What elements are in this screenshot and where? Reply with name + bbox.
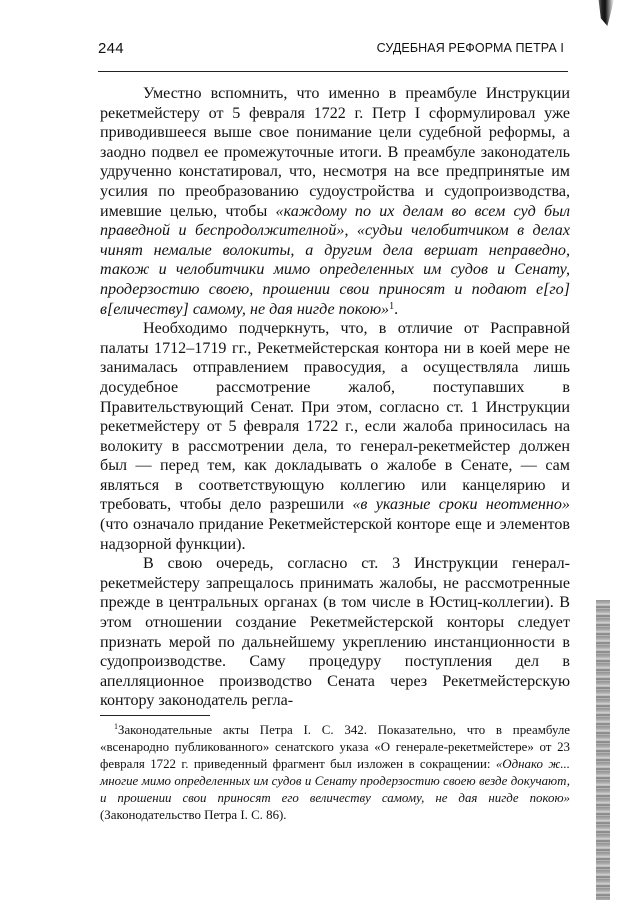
footnote-text: Законодательные акты Петра I. С. 342. Показательно, что в преамбуле «всенародно публикованного» сенатского указа «О генерале-рекетмейстере» от 23 февраля 1722 г. приведенный фрагмент был изложен в сокращении: [100, 723, 570, 771]
running-header [98, 40, 568, 64]
paragraph-text: , [344, 222, 357, 240]
paragraph [100, 554, 570, 711]
footnote-reference[interactable]: 1 [389, 300, 395, 312]
paragraph-text: Необходимо подчеркнуть, что, в отличие от Расправной палаты 1712–1719 гг., Рекетмейстерская контора ни в коей мере не занималась отправлением правосудия, а осуществляла лишь досудебное рассмотрение жалоб, поступавших в Правительствующий Сенат. При этом, согласно ст. 1 Инструкции рекетмейстеру от 5 февраля 1722 г., если жалоба приносилась на волокиту в рассмотрении дела, то генерал-рекетмейстер должен был — перед тем, как докладывать о жалобе в Сенате, — сам являться в соответствующую коллегию или канцелярию и требовать, чтобы дело разрешили [100, 320, 570, 514]
body-text [100, 84, 570, 711]
footnote [100, 722, 570, 824]
scan-edge-shadow [596, 600, 610, 900]
paragraph-text: В свою очередь, согласно ст. 3 Инструкции генерал-рекетмейстеру запрещалось принимать жалобы, не рассмотренные прежде в центральных органах (в том числе в Юстиц-коллегии). В этом отношении создание Рекетмейстерской конторы следует признать мерой по дальнейшему укреплению инстанционности в судопроизводстве. Саму процедуру поступления дел в апелляционное производство Сената через Рекетмейстерскую контору законодатель регла- [100, 555, 570, 710]
paragraph-text: (что означало придание Рекетмейстерской конторе еще и элементов надзорной функции). [100, 516, 570, 553]
header-rule [98, 71, 568, 72]
running-title: СУДЕБНАЯ РЕФОРМА ПЕТРА I [376, 41, 564, 55]
quotation: «в указные сроки неотменно» [352, 496, 570, 514]
paragraph [100, 319, 570, 554]
paragraph-text: Уместно вспомнить, что именно в преамбуле Инструкции рекетмейстеру от 5 февраля 1722 г. Петр I сформулировал уже приводившееся выше свое понимание цели судебной реформы, а заодно подвел ее промежуточные итоги. В преамбуле законодатель удрученно констатировал, что, несмотря на все предпринятые им усилия по преобразованию судоустройства и судопроизводства, имевшие целью, чтобы [100, 85, 570, 220]
paragraph-text: . [394, 300, 399, 318]
footnote-text: (Законодательство Петра I. С. 86). [100, 808, 287, 822]
footnote-rule [100, 715, 210, 716]
footnote-paragraph [100, 722, 570, 824]
page-number: 244 [98, 40, 124, 57]
paragraph [100, 84, 570, 319]
quotation: «судьи челобитчиком в делах чинят немалые волокиты, а другим дела вершат неправедно, також и челобитчики мимо определенных им судов и Сенату, продерзостию своею, прошении свои приносят и подают е[го] в[еличеству] самому, не дая нигде покою» [100, 222, 570, 318]
footnote-quotation: «Однако ж... многие мимо определенных им судов и Сенату продерзостию своею везде докучают, и прошении свои приносят его величеству самому, не дая нигде покою» [100, 757, 570, 805]
footnote-marker: 1 [114, 722, 118, 731]
quotation: «каждому по их делам во всем суд был праведной и беспродолжителной» [100, 202, 570, 240]
scan-edge-mark [592, 0, 614, 26]
